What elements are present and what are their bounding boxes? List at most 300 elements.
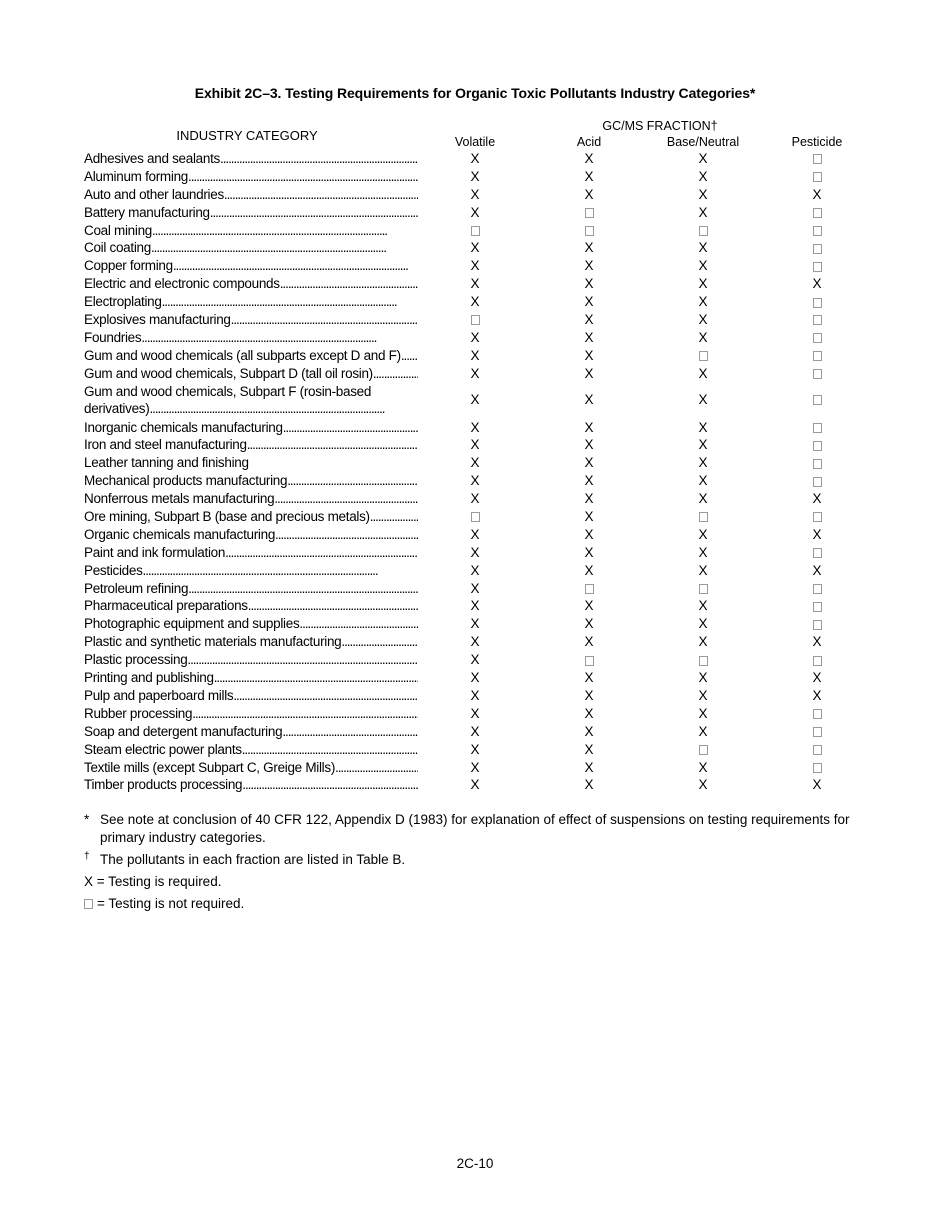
testing-required-mark: X — [470, 634, 480, 650]
industry-category-cell — [84, 455, 418, 470]
testing-required-mark: X — [584, 312, 594, 328]
empty-box-icon — [471, 226, 480, 236]
base-neutral-cell — [673, 187, 733, 202]
category-label: Timber products processing — [84, 777, 243, 793]
pesticide-cell — [787, 366, 847, 381]
base-neutral-cell — [673, 437, 733, 452]
category-label: Ore mining, Subpart B (base and precious metals) — [84, 509, 370, 525]
pesticide-cell — [787, 491, 847, 506]
exhibit-title: Exhibit 2C–3. Testing Requirements for Organic Toxic Pollutants Industry Categories* — [194, 85, 756, 101]
page-number: 2C-10 — [456, 1156, 494, 1171]
volatile-cell — [445, 420, 505, 435]
volatile-cell — [445, 527, 505, 542]
testing-required-mark: X — [584, 391, 594, 407]
testing-required-mark: X — [812, 491, 822, 507]
testing-required-mark: X — [698, 598, 708, 614]
testing-required-mark: X — [698, 204, 708, 220]
testing-required-mark: X — [470, 258, 480, 274]
base-neutral-cell — [673, 509, 733, 524]
pesticide-cell — [787, 634, 847, 649]
testing-required-mark: X — [470, 544, 480, 560]
empty-box-icon — [813, 208, 822, 218]
pesticide-cell — [787, 598, 847, 613]
table-row — [0, 687, 950, 705]
table-row — [0, 239, 950, 257]
empty-box-icon — [813, 423, 822, 433]
testing-required-mark: X — [812, 526, 822, 542]
category-label: Electroplating — [84, 294, 162, 310]
pesticide-cell — [787, 437, 847, 452]
testing-required-mark: X — [812, 634, 822, 650]
empty-box-icon — [699, 512, 708, 522]
acid-cell — [559, 598, 619, 613]
testing-required-mark: X — [470, 186, 480, 202]
category-label: Aluminum forming — [84, 168, 188, 184]
empty-box-icon — [585, 656, 594, 666]
testing-required-mark: X — [584, 347, 594, 363]
category-label: Pesticides — [84, 562, 143, 578]
category-label: Explosives manufacturing — [84, 312, 231, 328]
category-label: Steam electric power plants — [84, 741, 242, 757]
base-neutral-cell — [673, 294, 733, 309]
base-neutral-cell — [673, 392, 733, 407]
testing-required-mark: X — [698, 186, 708, 202]
table-row — [0, 150, 950, 168]
industry-category-cell — [84, 616, 418, 631]
base-neutral-cell — [673, 616, 733, 631]
pesticide-cell — [787, 258, 847, 273]
pesticide-cell — [787, 392, 847, 407]
table-row — [0, 759, 950, 777]
testing-required-mark: X — [584, 151, 594, 166]
empty-box-icon — [813, 441, 822, 451]
base-neutral-cell — [673, 634, 733, 649]
category-label: Gum and wood chemicals (all subparts except D and F) — [84, 347, 401, 363]
acid-cell — [559, 276, 619, 291]
testing-required-mark: X — [812, 670, 822, 686]
pesticide-cell — [787, 581, 847, 596]
base-neutral-cell — [673, 205, 733, 220]
empty-box-icon — [471, 512, 480, 522]
dot-leader — [299, 616, 418, 631]
volatile-cell — [445, 392, 505, 407]
category-label: Leather tanning and finishing — [84, 455, 249, 471]
table-row — [0, 365, 950, 383]
industry-category-cell — [84, 634, 418, 649]
legend-required: X = Testing is required. — [84, 874, 222, 889]
testing-required-mark: X — [698, 759, 708, 775]
volatile-cell — [445, 205, 505, 220]
empty-box-icon — [813, 763, 822, 773]
category-label: Electric and electronic compounds — [84, 276, 280, 292]
industry-category-cell — [84, 366, 418, 381]
acid-cell — [559, 688, 619, 703]
base-neutral-cell — [673, 563, 733, 578]
testing-required-mark: X — [470, 705, 480, 721]
pesticide-cell — [787, 169, 847, 184]
testing-required-mark: X — [698, 168, 708, 184]
industry-category-cell — [84, 473, 418, 488]
dot-leader — [275, 527, 418, 542]
pesticide-column-header: Pesticide — [791, 135, 843, 149]
empty-box-icon — [585, 208, 594, 218]
table-row — [0, 329, 950, 347]
testing-required-mark: X — [812, 186, 822, 202]
empty-box-icon — [813, 172, 822, 182]
empty-box-icon — [813, 584, 822, 594]
base-neutral-cell — [673, 276, 733, 291]
testing-required-mark: X — [584, 491, 594, 507]
industry-category-cell — [84, 598, 418, 613]
testing-required-mark: X — [584, 670, 594, 686]
category-label: Pulp and paperboard mills — [84, 687, 234, 703]
testing-required-mark: X — [584, 526, 594, 542]
testing-required-mark: X — [812, 777, 822, 793]
table-row — [0, 580, 950, 598]
base-neutral-cell — [673, 348, 733, 363]
dot-leader — [248, 598, 418, 613]
base-neutral-cell — [673, 151, 733, 166]
dot-leader — [242, 742, 418, 757]
volatile-cell — [445, 670, 505, 685]
empty-box-icon — [699, 351, 708, 361]
pesticide-cell — [787, 706, 847, 721]
testing-required-mark: X — [584, 455, 594, 471]
testing-required-mark: X — [584, 258, 594, 274]
testing-required-mark: X — [698, 670, 708, 686]
testing-required-mark: X — [698, 294, 708, 310]
volatile-cell — [445, 598, 505, 613]
testing-required-mark: X — [698, 455, 708, 471]
testing-required-mark: X — [470, 652, 480, 668]
base-neutral-cell — [673, 777, 733, 792]
dot-leader — [210, 205, 418, 220]
base-neutral-cell — [673, 223, 733, 238]
acid-cell — [559, 187, 619, 202]
category-label: Plastic and synthetic materials manufacturing — [84, 634, 342, 650]
category-label: Coil coating — [84, 240, 151, 256]
testing-required-mark: X — [698, 562, 708, 578]
testing-required-mark: X — [470, 294, 480, 310]
dot-leader — [149, 401, 418, 416]
empty-box-icon — [813, 369, 822, 379]
dot-leader — [188, 169, 418, 184]
footnote-dagger — [84, 851, 874, 869]
testing-required-mark: X — [698, 491, 708, 507]
testing-required-mark: X — [698, 391, 708, 407]
acid-cell — [559, 545, 619, 560]
industry-category-cell — [84, 527, 418, 542]
acid-cell — [559, 724, 619, 739]
volatile-cell — [445, 742, 505, 757]
volatile-cell — [445, 634, 505, 649]
testing-required-mark: X — [470, 580, 480, 596]
testing-required-mark: X — [470, 365, 480, 381]
industry-category-cell — [84, 563, 418, 578]
testing-required-mark: X — [470, 168, 480, 184]
testing-required-mark: X — [812, 687, 822, 703]
base-neutral-cell — [673, 420, 733, 435]
base-neutral-cell — [673, 527, 733, 542]
acid-cell — [559, 223, 619, 238]
acid-cell — [559, 509, 619, 524]
base-neutral-cell — [673, 473, 733, 488]
acid-column-header: Acid — [576, 135, 602, 149]
testing-required-mark: X — [584, 705, 594, 721]
pesticide-cell — [787, 545, 847, 560]
empty-box-icon — [813, 395, 822, 405]
base-neutral-cell — [673, 169, 733, 184]
table-row — [0, 186, 950, 204]
testing-required-mark: X — [584, 723, 594, 739]
industry-category-cell — [84, 724, 418, 739]
volatile-cell — [445, 455, 505, 470]
testing-required-mark: X — [470, 562, 480, 578]
volatile-cell — [445, 348, 505, 363]
category-label: Printing and publishing — [84, 670, 214, 686]
pesticide-cell — [787, 563, 847, 578]
empty-box-icon — [813, 548, 822, 558]
acid-cell — [559, 455, 619, 470]
base-neutral-cell — [673, 652, 733, 667]
legend-not-required — [84, 895, 874, 913]
volatile-cell — [445, 437, 505, 452]
table-row — [0, 383, 950, 419]
table-row — [0, 776, 950, 794]
base-neutral-cell — [673, 706, 733, 721]
empty-box-icon — [699, 745, 708, 755]
testing-required-mark: X — [698, 258, 708, 274]
volatile-cell — [445, 169, 505, 184]
acid-cell — [559, 670, 619, 685]
volatile-cell — [445, 724, 505, 739]
testing-required-mark: X — [698, 329, 708, 345]
volatile-cell — [445, 688, 505, 703]
pesticide-cell — [787, 420, 847, 435]
industry-category-cell — [84, 348, 418, 363]
testing-required-mark: X — [470, 276, 480, 292]
footnote-dagger-text: The pollutants in each fraction are listed in Table B. — [100, 852, 406, 867]
table-row — [0, 723, 950, 741]
testing-required-mark: X — [698, 151, 708, 166]
industry-category-cell — [84, 652, 418, 667]
base-neutral-column-header: Base/Neutral — [666, 135, 740, 149]
volatile-cell — [445, 616, 505, 631]
base-neutral-cell — [673, 598, 733, 613]
testing-required-mark: X — [470, 151, 480, 166]
testing-required-mark: X — [470, 670, 480, 686]
testing-required-mark: X — [470, 491, 480, 507]
industry-category-cell — [84, 706, 418, 721]
testing-required-mark: X — [698, 312, 708, 328]
testing-required-mark: X — [698, 240, 708, 256]
empty-box-icon — [471, 315, 480, 325]
empty-box-icon — [813, 727, 822, 737]
testing-required-mark: X — [698, 544, 708, 560]
testing-required-mark: X — [584, 687, 594, 703]
dot-leader — [373, 366, 418, 381]
industry-category-cell — [84, 223, 418, 238]
testing-required-mark: X — [470, 473, 480, 489]
table-row — [0, 168, 950, 186]
testing-required-mark: X — [698, 687, 708, 703]
category-label: Copper forming — [84, 258, 173, 274]
category-label: Rubber processing — [84, 705, 193, 721]
acid-cell — [559, 330, 619, 345]
dot-leader — [335, 760, 418, 775]
dot-leader — [287, 473, 418, 488]
empty-box-icon — [813, 709, 822, 719]
testing-required-mark: X — [584, 365, 594, 381]
category-label: Battery manufacturing — [84, 204, 210, 220]
pesticide-cell — [787, 652, 847, 667]
testing-required-mark: X — [470, 347, 480, 363]
pesticide-cell — [787, 205, 847, 220]
dagger-symbol: † — [84, 851, 90, 862]
pesticide-cell — [787, 348, 847, 363]
pesticide-cell — [787, 187, 847, 202]
testing-required-mark: X — [470, 391, 480, 407]
volatile-cell — [445, 491, 505, 506]
category-label: Coal mining — [84, 222, 152, 238]
testing-required-mark: X — [698, 276, 708, 292]
pesticide-cell — [787, 151, 847, 166]
table-row — [0, 544, 950, 562]
empty-box-icon — [813, 459, 822, 469]
testing-required-mark: X — [470, 777, 480, 793]
base-neutral-cell — [673, 581, 733, 596]
volatile-cell — [445, 760, 505, 775]
table-row — [0, 490, 950, 508]
acid-cell — [559, 742, 619, 757]
pesticide-cell — [787, 688, 847, 703]
acid-cell — [559, 652, 619, 667]
empty-box-icon — [813, 298, 822, 308]
volatile-cell — [445, 545, 505, 560]
pesticide-cell — [787, 616, 847, 631]
industry-category-cell — [84, 509, 418, 524]
base-neutral-cell — [673, 312, 733, 327]
volatile-cell — [445, 294, 505, 309]
industry-category-cell — [84, 760, 418, 775]
testing-required-mark: X — [698, 723, 708, 739]
acid-cell — [559, 491, 619, 506]
testing-required-mark: X — [698, 526, 708, 542]
pesticide-cell — [787, 777, 847, 792]
volatile-cell — [445, 187, 505, 202]
testing-required-mark: X — [470, 687, 480, 703]
category-label: Soap and detergent manufacturing — [84, 723, 283, 739]
empty-box-icon — [813, 333, 822, 343]
pesticide-cell — [787, 312, 847, 327]
empty-box-icon — [813, 262, 822, 272]
dot-leader — [370, 509, 418, 524]
testing-required-mark: X — [584, 294, 594, 310]
empty-box-icon — [813, 512, 822, 522]
empty-box-icon — [813, 351, 822, 361]
acid-cell — [559, 760, 619, 775]
volatile-cell — [445, 240, 505, 255]
dot-leader — [220, 151, 418, 166]
table-row — [0, 436, 950, 454]
pesticide-cell — [787, 742, 847, 757]
testing-required-mark: X — [470, 240, 480, 256]
pesticide-cell — [787, 473, 847, 488]
testing-required-mark: X — [584, 240, 594, 256]
dot-leader — [141, 330, 418, 345]
table-row — [0, 651, 950, 669]
acid-cell — [559, 563, 619, 578]
testing-required-mark: X — [470, 526, 480, 542]
pesticide-cell — [787, 294, 847, 309]
empty-box-icon — [813, 620, 822, 630]
dot-leader — [188, 581, 418, 596]
industry-category-cell — [84, 294, 418, 309]
gcms-fraction-header: GC/MS FRACTION† — [602, 119, 718, 133]
base-neutral-cell — [673, 455, 733, 470]
testing-required-mark: X — [470, 329, 480, 345]
table-row — [0, 633, 950, 651]
industry-category-cell — [84, 742, 418, 757]
dot-leader — [162, 294, 418, 309]
table-row — [0, 347, 950, 365]
table-row — [0, 275, 950, 293]
category-label: Gum and wood chemicals, Subpart D (tall oil rosin) — [84, 365, 373, 381]
empty-box-icon — [699, 584, 708, 594]
testing-required-mark: X — [470, 741, 480, 757]
testing-required-mark: X — [470, 759, 480, 775]
category-label-continued — [84, 401, 418, 416]
table-row — [0, 454, 950, 472]
acid-cell — [559, 240, 619, 255]
dot-leader — [274, 491, 418, 506]
volatile-cell — [445, 509, 505, 524]
category-label: Pharmaceutical preparations — [84, 598, 248, 614]
pesticide-cell — [787, 223, 847, 238]
dot-leader — [152, 223, 418, 238]
base-neutral-cell — [673, 670, 733, 685]
testing-required-mark: X — [470, 437, 480, 453]
testing-required-mark: X — [584, 634, 594, 650]
empty-box-icon — [84, 899, 93, 909]
volatile-cell — [445, 330, 505, 345]
table-row — [0, 741, 950, 759]
acid-cell — [559, 294, 619, 309]
dot-leader — [231, 312, 418, 327]
testing-required-mark: X — [698, 437, 708, 453]
acid-cell — [559, 258, 619, 273]
asterisk-symbol: * — [84, 812, 90, 827]
acid-cell — [559, 437, 619, 452]
category-label: Organic chemicals manufacturing — [84, 526, 276, 542]
testing-required-mark: X — [812, 276, 822, 292]
base-neutral-cell — [673, 688, 733, 703]
acid-cell — [559, 205, 619, 220]
volatile-column-header: Volatile — [454, 135, 496, 149]
industry-category-cell — [84, 420, 418, 435]
testing-required-mark: X — [470, 598, 480, 614]
pesticide-cell — [787, 670, 847, 685]
acid-cell — [559, 366, 619, 381]
acid-cell — [559, 473, 619, 488]
testing-required-mark: X — [584, 509, 594, 525]
industry-category-cell — [84, 205, 418, 220]
category-label: Petroleum refining — [84, 580, 189, 596]
dot-leader — [187, 652, 418, 667]
empty-box-icon — [699, 226, 708, 236]
acid-cell — [559, 581, 619, 596]
base-neutral-cell — [673, 330, 733, 345]
